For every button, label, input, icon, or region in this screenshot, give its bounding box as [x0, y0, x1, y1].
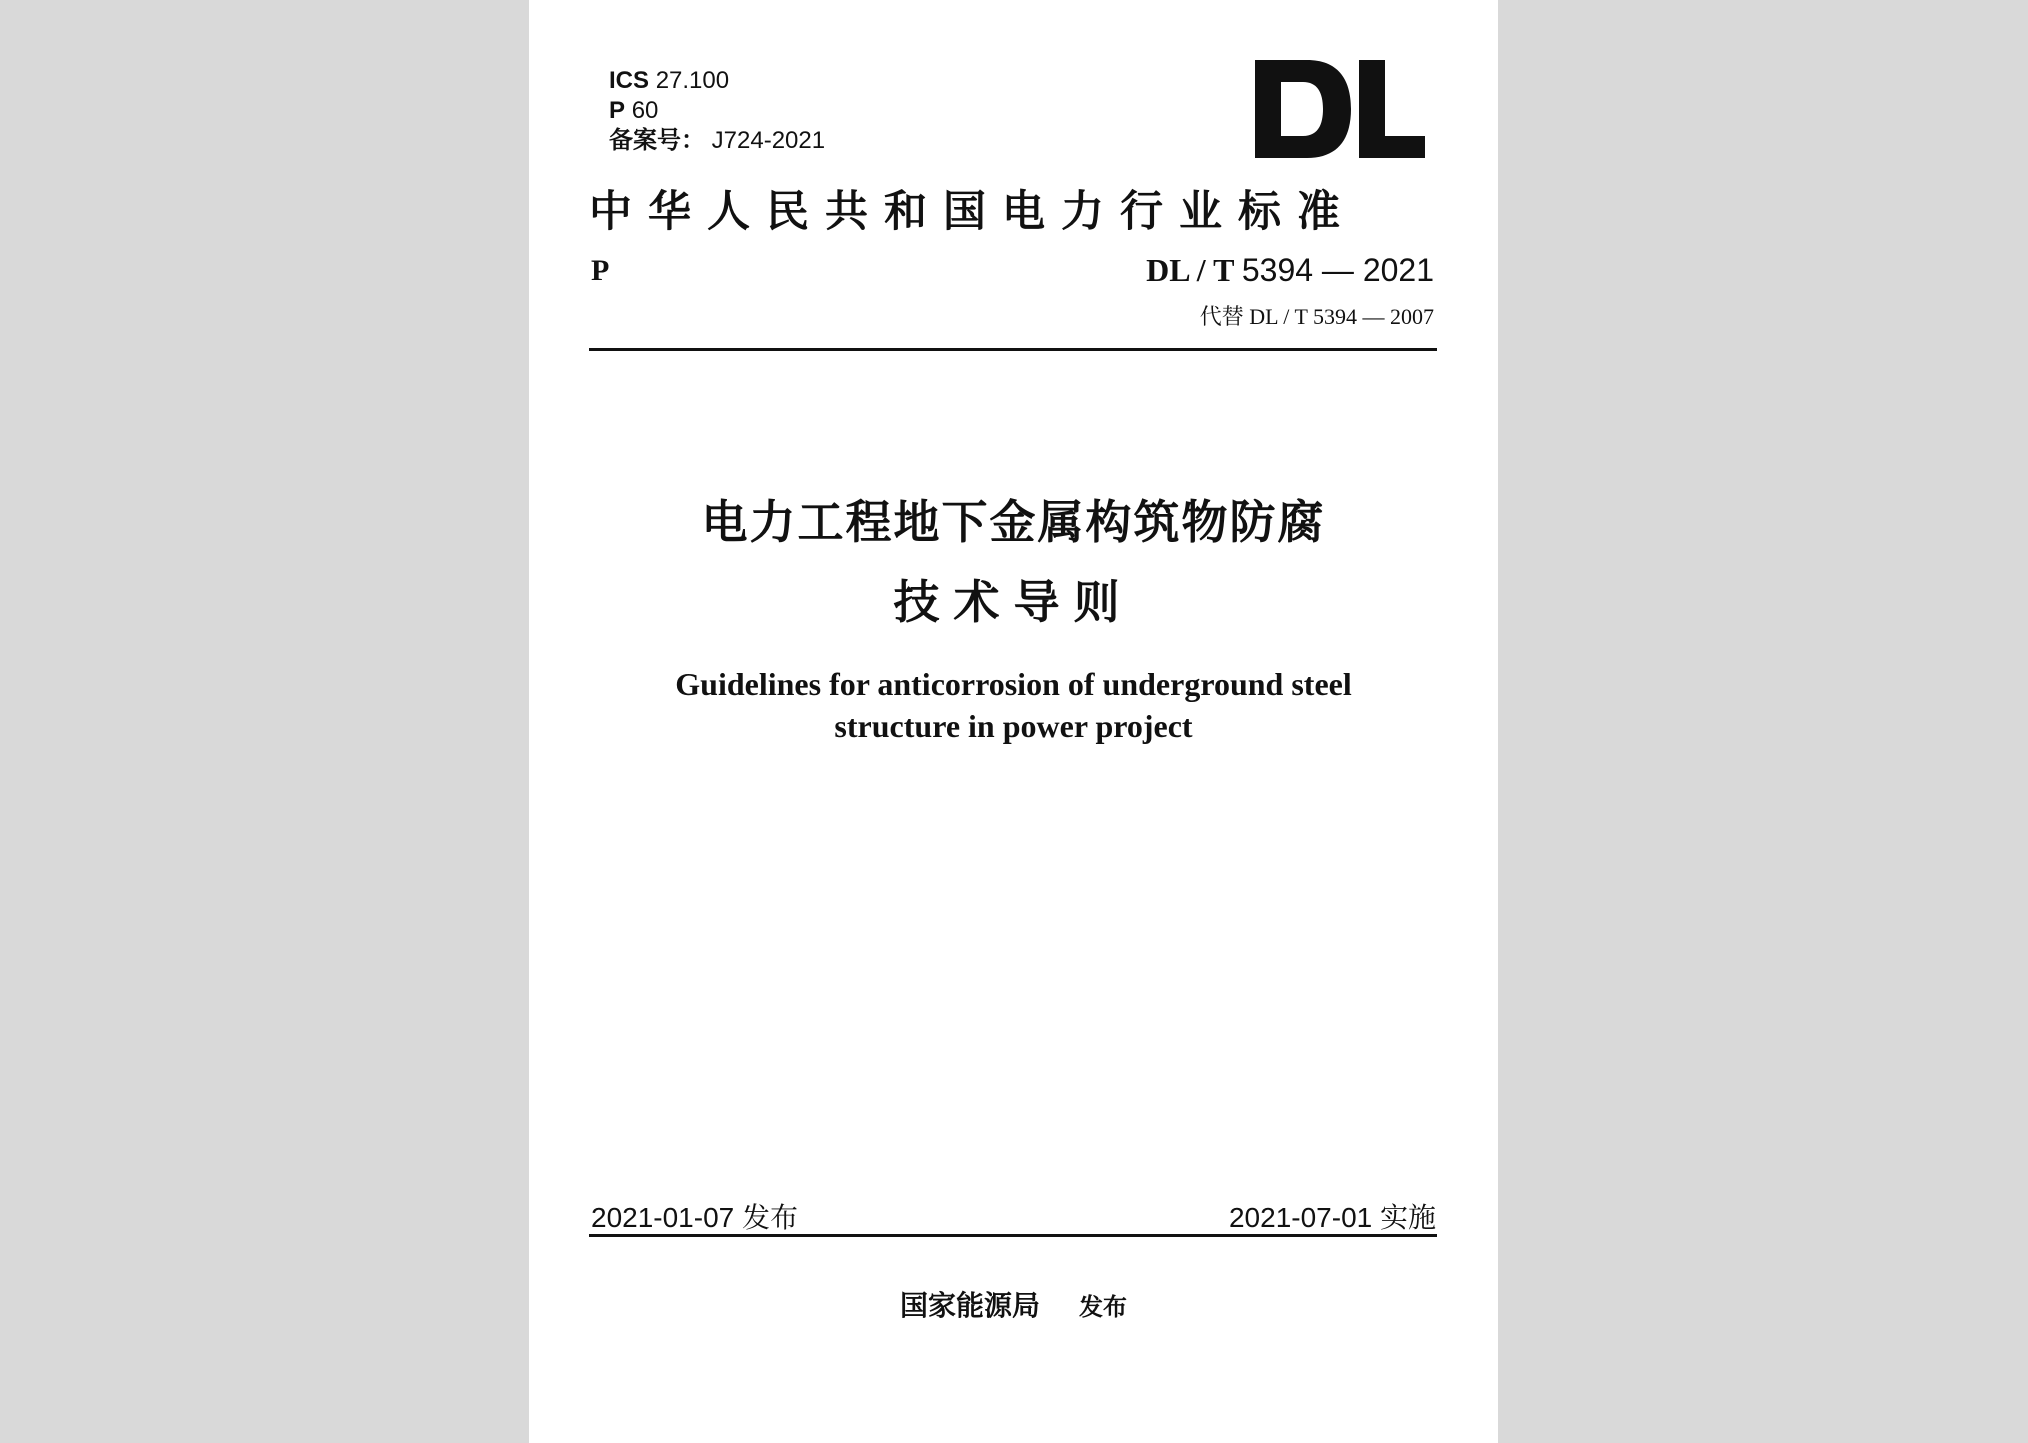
- record-label: 备案号：: [609, 127, 705, 154]
- document-cover-page: [529, 0, 1498, 1443]
- chinese-title-line-2: 技术导则: [893, 575, 1134, 629]
- class-label: P: [609, 97, 626, 124]
- publisher-action: 发布: [1078, 1293, 1127, 1321]
- issue-date: 2021-01-07 发布: [591, 1202, 799, 1233]
- record-line: [609, 126, 825, 156]
- ics-line: [609, 66, 825, 96]
- chinese-title-line-1: 电力工程地下金属构筑物防腐: [701, 495, 1326, 549]
- publisher-line: [529, 1284, 1498, 1324]
- publisher-org: 国家能源局: [900, 1289, 1041, 1322]
- bottom-divider: [589, 1234, 1437, 1237]
- class-value: 60: [631, 97, 659, 124]
- english-title-line-2: structure in power project: [834, 708, 1193, 744]
- replaces-note: 代替 DL / T 5394 — 2007: [1199, 304, 1434, 329]
- top-divider: [589, 348, 1437, 351]
- category-letter: P: [591, 254, 610, 287]
- class-line: [609, 96, 825, 126]
- effective-date: 2021-07-01 实施: [1228, 1202, 1436, 1233]
- standard-type-title: 中华人民共和国电力行业标准: [589, 187, 1356, 237]
- dl-logo: [1255, 60, 1425, 158]
- record-value: J724-2021: [711, 127, 826, 154]
- ics-value: 27.100: [655, 67, 730, 94]
- standard-number-value: 5394 — 2021: [1241, 252, 1434, 288]
- standard-number: [1146, 252, 1434, 289]
- english-title-line-1: Guidelines for anticorrosion of underground steel: [675, 666, 1352, 702]
- classification-block: [609, 66, 825, 156]
- ics-label: ICS: [609, 67, 650, 94]
- standard-number-prefix: DL / T: [1146, 252, 1234, 288]
